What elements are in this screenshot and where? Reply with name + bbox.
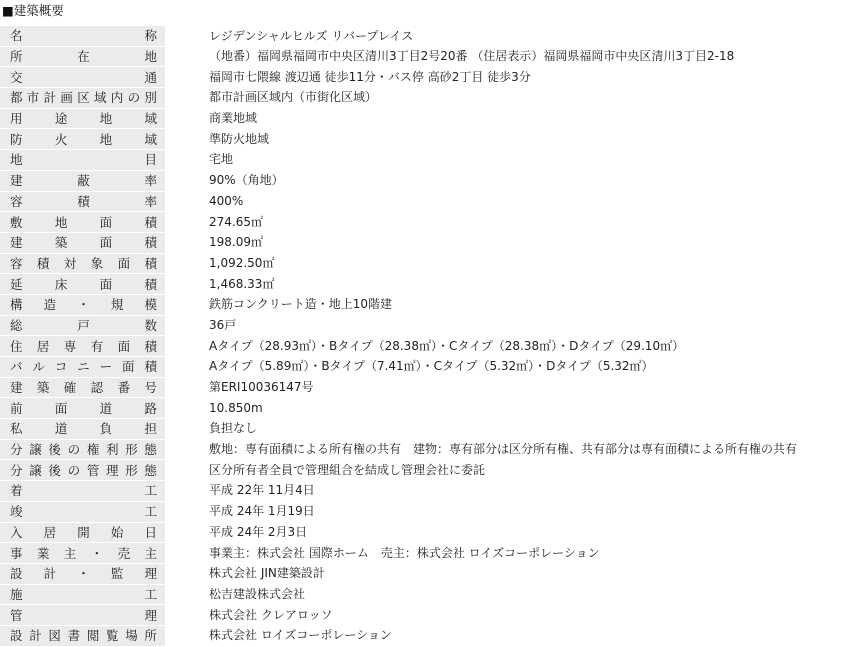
label-char: 対 — [63, 255, 77, 271]
spec-label — [10, 544, 157, 563]
spec-value: （地番）福岡県福岡市中央区清川3丁目2号20番 （住居表示）福岡県福岡市中央区清川3丁目2-18 — [209, 49, 735, 64]
spec-label-cell — [0, 294, 165, 315]
label-char: 域 — [144, 131, 157, 147]
spec-label-cell — [0, 522, 165, 543]
spec-gap-cell — [165, 108, 203, 129]
spec-gap-cell — [165, 253, 203, 274]
label-char: 理 — [106, 462, 119, 478]
spec-value: 10.850m — [209, 400, 263, 415]
label-char: 路 — [144, 400, 157, 416]
spec-gap-cell — [165, 419, 203, 440]
spec-label — [10, 233, 157, 252]
spec-label-cell — [0, 191, 165, 212]
spec-gap-cell — [165, 481, 203, 502]
spec-row-use-zone — [0, 108, 841, 129]
spec-gap-cell — [165, 150, 203, 171]
spec-label-cell — [0, 563, 165, 584]
spec-label — [10, 440, 157, 459]
spec-gap-cell — [165, 212, 203, 233]
label-char: 都 — [10, 90, 23, 106]
label-char: の — [127, 90, 141, 106]
spec-table-body — [0, 26, 841, 646]
spec-label — [10, 378, 157, 397]
spec-label — [10, 481, 157, 500]
label-char: 築 — [36, 380, 50, 396]
spec-value: 敷地：専有面積による所有権の共有 建物：専有部分は区分所有権、共有部分は専有面積による所有権の共有 — [209, 442, 798, 457]
spec-label — [10, 357, 157, 376]
spec-row-design-supervision — [0, 563, 841, 584]
section-title: ■建築概要 — [2, 3, 64, 18]
spec-value: 274.65㎡ — [209, 214, 263, 229]
label-char: 防 — [10, 131, 23, 147]
spec-label-cell — [0, 501, 165, 522]
label-char: 開 — [77, 524, 90, 540]
spec-gap-cell — [165, 294, 203, 315]
label-char: 積 — [144, 214, 157, 230]
spec-value: 第ERI10036147号 — [209, 380, 314, 395]
spec-value: 準防火地域 — [209, 131, 270, 146]
spec-gap-cell — [165, 315, 203, 336]
label-char: 途 — [54, 111, 68, 127]
label-char: ・ — [77, 297, 90, 313]
label-char: 内 — [110, 90, 124, 106]
label-char: 住 — [10, 338, 23, 354]
spec-label — [10, 606, 157, 625]
label-char: 番 — [117, 380, 131, 396]
label-char: 有 — [90, 338, 104, 354]
label-char: 戸 — [77, 317, 90, 333]
spec-gap-cell — [165, 336, 203, 357]
label-char: ル — [32, 359, 45, 375]
label-char: 通 — [144, 69, 157, 85]
label-char: 施 — [10, 586, 23, 602]
spec-label-cell — [0, 605, 165, 626]
spec-label-cell — [0, 129, 165, 150]
label-char: ニ — [77, 359, 90, 375]
label-char: 竣 — [10, 504, 23, 520]
label-char: 態 — [144, 462, 157, 478]
spec-label — [10, 192, 157, 211]
label-char: 号 — [144, 380, 157, 396]
label-char: 主 — [144, 545, 157, 561]
spec-label-cell — [0, 315, 165, 336]
spec-label-cell — [0, 377, 165, 398]
label-char: 積 — [144, 255, 157, 271]
label-char: 管 — [10, 607, 23, 623]
label-char: 地 — [54, 214, 68, 230]
label-char: 別 — [144, 90, 157, 106]
spec-row-balcony-area — [0, 357, 841, 378]
label-char: 後 — [48, 462, 61, 478]
spec-label-cell — [0, 253, 165, 274]
spec-row-city-planning — [0, 88, 841, 109]
label-char: 確 — [63, 380, 77, 396]
spec-gap-cell — [165, 88, 203, 109]
spec-label — [10, 419, 157, 438]
spec-label-cell — [0, 88, 165, 109]
spec-label-cell — [0, 108, 165, 129]
spec-value: 都市計画区域内（市街化区域） — [209, 90, 378, 105]
label-char: 態 — [144, 442, 157, 458]
label-char: 権 — [86, 442, 100, 458]
label-char: 計 — [29, 628, 42, 644]
label-char: ー — [99, 359, 113, 375]
label-char: 所 — [10, 49, 23, 65]
label-char: 積 — [144, 276, 157, 292]
spec-label — [10, 26, 157, 45]
label-char: 数 — [144, 317, 157, 333]
spec-value: 400% — [209, 193, 244, 208]
label-char: 用 — [10, 111, 23, 127]
spec-label — [10, 68, 157, 87]
spec-label-cell — [0, 357, 165, 378]
label-char: 閲 — [86, 628, 100, 644]
spec-gap-cell — [165, 232, 203, 253]
spec-value: 1,092.50㎡ — [209, 255, 275, 270]
spec-value: Aタイプ（28.93㎡）・Bタイプ（28.38㎡）・Cタイプ（28.38㎡）・Dタイプ（29.10㎡） — [209, 338, 685, 353]
label-char: 着 — [10, 483, 23, 499]
label-char: 工 — [144, 483, 157, 499]
label-char: 認 — [90, 380, 104, 396]
spec-value: 株式会社 JIN建築設計 — [209, 566, 325, 581]
spec-label — [10, 171, 157, 190]
label-char: 地 — [99, 131, 113, 147]
spec-label-cell — [0, 46, 165, 67]
spec-label-cell — [0, 439, 165, 460]
spec-gap-cell — [165, 563, 203, 584]
spec-row-floor-area-ratio — [0, 191, 841, 212]
spec-label — [10, 213, 157, 232]
label-char: 設 — [10, 566, 23, 582]
label-char: 域 — [93, 90, 107, 106]
spec-label-cell — [0, 398, 165, 419]
spec-label-cell — [0, 26, 165, 46]
label-char: 計 — [43, 90, 57, 106]
label-char: 形 — [125, 442, 138, 458]
spec-value: 平成 24年 1月19日 — [209, 504, 315, 519]
label-char: 名 — [10, 28, 23, 44]
label-char: 主 — [63, 545, 77, 561]
label-char: 分 — [10, 442, 23, 458]
spec-label-cell — [0, 170, 165, 191]
spec-value: 事業主：株式会社 国際ホーム 売主：株式会社 ロイズコーポレーション — [209, 545, 600, 560]
label-char: 前 — [10, 400, 23, 416]
spec-row-site-area — [0, 212, 841, 233]
label-char: 面 — [117, 338, 131, 354]
label-char: 道 — [54, 421, 68, 437]
label-char: 日 — [144, 524, 157, 540]
spec-row-fire-zone — [0, 129, 841, 150]
spec-gap-cell — [165, 584, 203, 605]
spec-row-building-area — [0, 232, 841, 253]
label-char: の — [67, 442, 81, 458]
spec-gap-cell — [165, 522, 203, 543]
spec-row-private-road — [0, 419, 841, 440]
label-char: 面 — [117, 255, 131, 271]
label-char: 称 — [144, 28, 157, 44]
spec-label — [10, 564, 157, 583]
spec-value: 商業地域 — [209, 111, 258, 126]
spec-row-building-coverage — [0, 170, 841, 191]
spec-gap-cell — [165, 357, 203, 378]
spec-label — [10, 109, 157, 128]
label-char: 面 — [99, 276, 113, 292]
label-char: 火 — [54, 131, 68, 147]
label-char: 積 — [144, 359, 157, 375]
spec-label — [10, 88, 157, 107]
label-char: 象 — [90, 255, 104, 271]
spec-label-cell — [0, 419, 165, 440]
spec-label — [10, 337, 157, 356]
spec-gap-cell — [165, 26, 203, 46]
spec-label — [10, 295, 157, 314]
label-char: 目 — [144, 152, 157, 168]
spec-row-exclusive-area — [0, 336, 841, 357]
spec-label-cell — [0, 460, 165, 481]
spec-gap-cell — [165, 191, 203, 212]
spec-value: 90%（角地） — [209, 173, 284, 188]
spec-label — [10, 461, 157, 480]
spec-gap-cell — [165, 439, 203, 460]
label-char: 地 — [10, 152, 23, 168]
spec-value: 福岡市七隈線 渡辺通 徒歩11分・バス停 高砂2丁目 徒歩3分 — [209, 69, 531, 84]
spec-row-management-form — [0, 460, 841, 481]
spec-gap-cell — [165, 274, 203, 295]
label-char: 計 — [43, 566, 57, 582]
label-char: ・ — [90, 545, 104, 561]
label-char: 居 — [36, 338, 50, 354]
label-char: 分 — [10, 462, 23, 478]
spec-value: 36戸 — [209, 317, 237, 332]
label-char: 在 — [77, 49, 90, 65]
spec-row-front-road — [0, 398, 841, 419]
label-char: 負 — [99, 421, 113, 437]
label-char: 面 — [99, 214, 113, 230]
spec-value: 松吉建設株式会社 — [209, 586, 306, 601]
spec-label-cell — [0, 274, 165, 295]
spec-gap-cell — [165, 605, 203, 626]
spec-row-completion — [0, 501, 841, 522]
label-char: 積 — [77, 193, 90, 209]
label-char: 区 — [77, 90, 90, 106]
label-char: 監 — [110, 566, 124, 582]
building-spec-table — [0, 26, 841, 647]
label-char: 事 — [10, 545, 23, 561]
spec-label — [10, 585, 157, 604]
label-char: 所 — [144, 628, 157, 644]
spec-value: Aタイプ（5.89㎡）・Bタイプ（7.41㎡）・Cタイプ（5.32㎡）・Dタイプ（5.32㎡） — [209, 359, 654, 374]
spec-value: 1,468.33㎡ — [209, 276, 275, 291]
spec-label-cell — [0, 150, 165, 171]
label-char: 建 — [10, 380, 23, 396]
spec-label-cell — [0, 67, 165, 88]
spec-value: 宅地 — [209, 152, 234, 167]
label-char: 理 — [144, 566, 157, 582]
label-char: 入 — [10, 524, 23, 540]
spec-label-cell — [0, 543, 165, 564]
label-char: 蔽 — [77, 173, 90, 189]
label-char: 積 — [144, 235, 157, 251]
spec-label — [10, 47, 157, 66]
spec-gap-cell — [165, 67, 203, 88]
spec-gap-cell — [165, 398, 203, 419]
spec-value: 平成 24年 2月3日 — [209, 524, 308, 539]
label-char: 始 — [110, 524, 124, 540]
label-char: バ — [10, 359, 23, 375]
spec-row-rights-form — [0, 439, 841, 460]
label-char: の — [67, 462, 81, 478]
label-char: 建 — [10, 173, 23, 189]
spec-gap-cell — [165, 377, 203, 398]
label-char: 売 — [117, 545, 131, 561]
spec-row-name — [0, 26, 841, 46]
label-char: 規 — [110, 297, 124, 313]
label-char: 覧 — [106, 628, 119, 644]
label-char: 道 — [99, 400, 113, 416]
spec-value: 株式会社 ロイズコーポレーション — [209, 628, 392, 643]
spec-row-contractor — [0, 584, 841, 605]
spec-value: 198.09㎡ — [209, 235, 263, 250]
label-char: 形 — [125, 462, 138, 478]
label-char: 地 — [99, 111, 113, 127]
spec-gap-cell — [165, 501, 203, 522]
spec-label — [10, 316, 157, 335]
label-char: 市 — [26, 90, 40, 106]
label-char: 率 — [144, 173, 157, 189]
label-char: 譲 — [29, 442, 42, 458]
label-char: 居 — [43, 524, 57, 540]
spec-label — [10, 523, 157, 542]
spec-label-cell — [0, 212, 165, 233]
spec-label — [10, 254, 157, 273]
spec-row-total-floor-area — [0, 274, 841, 295]
spec-label — [10, 399, 157, 418]
label-char: 域 — [144, 111, 157, 127]
spec-row-location — [0, 46, 841, 67]
label-char: 床 — [54, 276, 68, 292]
spec-row-move-in — [0, 522, 841, 543]
spec-value: 鉄筋コンクリート造・地上10階建 — [209, 297, 393, 312]
spec-value: 負担なし — [209, 421, 258, 436]
label-char: 地 — [144, 49, 157, 65]
label-char: 造 — [43, 297, 57, 313]
label-char: 場 — [125, 628, 138, 644]
spec-value: 区分所有者全員で管理組合を結成し管理会社に委託 — [209, 462, 486, 477]
label-char: 利 — [106, 442, 119, 458]
label-char: 理 — [144, 607, 157, 623]
spec-row-transport — [0, 67, 841, 88]
spec-row-structure — [0, 294, 841, 315]
spec-value: レジデンシャルヒルズ リバープレイス — [209, 28, 414, 43]
label-char: 容 — [10, 255, 23, 271]
label-char: 敷 — [10, 214, 23, 230]
spec-row-confirmation-number — [0, 377, 841, 398]
label-char: コ — [54, 359, 68, 375]
label-char: 設 — [10, 628, 23, 644]
label-char: 模 — [144, 297, 157, 313]
label-char: ・ — [77, 566, 90, 582]
spec-label — [10, 150, 157, 169]
label-char: 書 — [67, 628, 81, 644]
label-char: 業 — [36, 545, 50, 561]
label-char: 工 — [144, 586, 157, 602]
spec-row-total-units — [0, 315, 841, 336]
label-char: 面 — [54, 400, 68, 416]
spec-gap-cell — [165, 460, 203, 481]
spec-label — [10, 130, 157, 149]
spec-label-cell — [0, 481, 165, 502]
label-char: 専 — [63, 338, 77, 354]
label-char: 築 — [54, 235, 68, 251]
label-char: 建 — [10, 235, 23, 251]
spec-label — [10, 275, 157, 294]
spec-gap-cell — [165, 170, 203, 191]
label-char: 面 — [122, 359, 135, 375]
spec-gap-cell — [165, 46, 203, 67]
spec-label — [10, 502, 157, 521]
spec-value: 平成 22年 11月4日 — [209, 483, 315, 498]
label-char: 延 — [10, 276, 23, 292]
label-char: 交 — [10, 69, 23, 85]
label-char: 画 — [60, 90, 73, 106]
spec-row-management — [0, 605, 841, 626]
spec-label-cell — [0, 232, 165, 253]
spec-label-cell — [0, 336, 165, 357]
spec-row-developer-seller — [0, 543, 841, 564]
label-char: 後 — [48, 442, 61, 458]
spec-gap-cell — [165, 543, 203, 564]
spec-row-construction-start — [0, 481, 841, 502]
label-char: 率 — [144, 193, 157, 209]
label-char: 私 — [10, 421, 23, 437]
label-char: 譲 — [29, 462, 42, 478]
spec-row-land-category — [0, 150, 841, 171]
label-char: 構 — [10, 297, 23, 313]
label-char: 管 — [86, 462, 100, 478]
label-char: 工 — [144, 504, 157, 520]
label-char: 容 — [10, 193, 23, 209]
label-char: 積 — [36, 255, 50, 271]
label-char: 総 — [10, 317, 23, 333]
label-char: 図 — [48, 628, 61, 644]
label-char: 担 — [144, 421, 157, 437]
label-char: 面 — [99, 235, 113, 251]
spec-row-floor-area-for-ratio — [0, 253, 841, 274]
spec-gap-cell — [165, 129, 203, 150]
spec-label-cell — [0, 584, 165, 605]
spec-value: 株式会社 クレアロッソ — [209, 607, 333, 622]
label-char: 積 — [144, 338, 157, 354]
